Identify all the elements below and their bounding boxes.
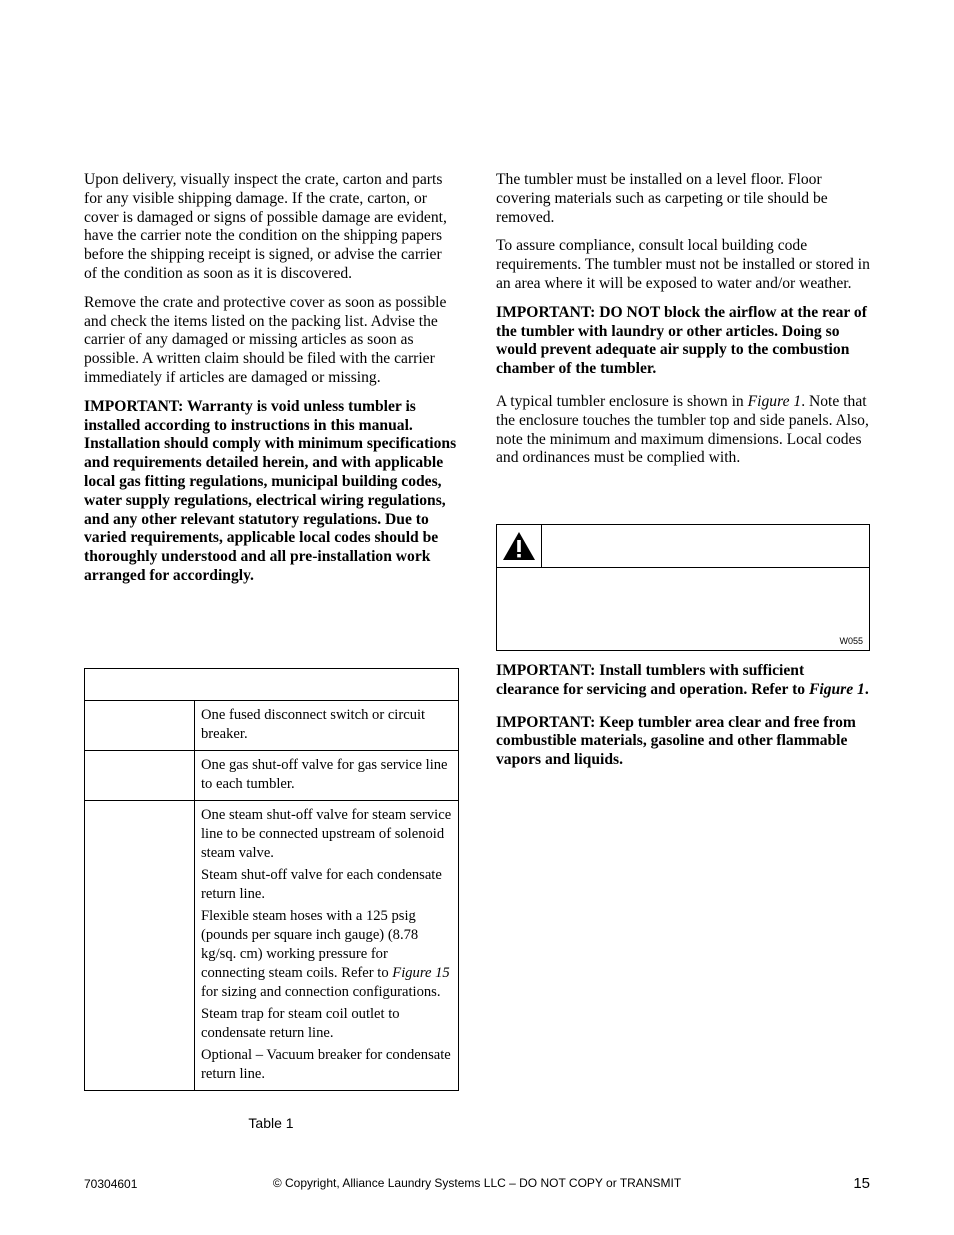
table-row [85, 801, 459, 1091]
steam-requirement-c [201, 907, 454, 1002]
steam-requirement-e: Optional – Vacuum breaker for condensate return line. [201, 1047, 451, 1082]
gas-requirement: One gas shut-off valve for gas service line to each tumbler. [201, 757, 448, 792]
clearance-text-end: . [864, 680, 869, 698]
remove-crate-paragraph: Remove the crate and protective cover as soon as possible and check the items listed on the packing list. Advise the carrier of any damaged or missing articles as soon as possible. A written claim should be filed with the carrier immediately if articles are damaged or missing. [84, 293, 447, 386]
table-row [85, 701, 459, 751]
table-value-cell [195, 701, 459, 751]
inspection-paragraph: Upon delivery, visually inspect the crate, carton and parts for any visible shipping damage. If the crate, carton, or cover is damaged or signs of possible damage are evident, have the carrier note the condition on the shipping papers before the shipping receipt is signed, or advise the carrier of the condition as soon as it is discovered. [84, 171, 447, 282]
enclosure-text-end: . Note that the enclosure touches the tumbler top and side panels. Also, note the minimum and maximum dimensions. Local codes and ordinances must be complied with. [496, 392, 869, 467]
table-caption: Table 1 [248, 1115, 294, 1131]
enclosure-paragraph [496, 393, 870, 468]
page-number: 15 [853, 1175, 870, 1192]
table-label-cell [85, 801, 195, 1091]
table-row [85, 751, 459, 801]
warranty-important-note: IMPORTANT: Warranty is void unless tumbler is installed according to instructions in this manual. Installation should comply with minimum specifications and requirements detailed herein, and with applicable local gas fitting regulations, municipal building codes, water supply regulations, electrical wiring regulations, and any other relevant statutory regulations. Due to varied requirements, applicable local codes should be thoroughly understood and all pre-installation work arranged for accordingly. [84, 397, 457, 584]
table-header-cell [85, 669, 459, 701]
steam-requirement-b: Steam shut-off valve for each condensate return line. [201, 867, 442, 902]
figure-1-reference: Figure 1 [808, 680, 865, 698]
warning-triangle-icon [502, 531, 536, 561]
airflow-important-note: IMPORTANT: DO NOT block the airflow at the rear of the tumbler with laundry or other articles. Doing so would prevent adequate air supply to the combustion chamber of the tumbler. [496, 303, 867, 378]
level-floor-paragraph: The tumbler must be installed on a level floor. Floor covering materials such as carpeting or tile should be removed. [496, 171, 828, 226]
warning-header [497, 525, 869, 568]
right-column-lower [496, 662, 870, 784]
document-number: 70304601 [84, 1177, 138, 1191]
compliance-paragraph: To assure compliance, consult local building code requirements. The tumbler must not be installed or stored in an area where it will be exposed to water and/or weather. [496, 237, 870, 292]
warning-code: W055 [839, 636, 863, 646]
warning-icon-cell [497, 525, 542, 567]
right-column [496, 171, 870, 478]
figure-1-reference: Figure 1 [747, 392, 802, 410]
electrical-requirement: One fused disconnect switch or circuit breaker. [201, 707, 426, 742]
copyright-notice: © Copyright, Alliance Laundry Systems LLC – DO NOT COPY or TRANSMIT [272, 1176, 682, 1190]
left-column [84, 171, 458, 600]
steam-requirement-c-text-end: for sizing and connection configurations. [201, 984, 441, 1000]
clearance-text: IMPORTANT: Install tumblers with sufficient clearance for servicing and operation. Refer to [496, 662, 809, 698]
requirements-table [84, 668, 459, 1091]
table-label-cell [85, 751, 195, 801]
table-header-row [85, 669, 459, 701]
steam-requirement-a: One steam shut-off valve for steam service line to be connected upstream of solenoid steam valve. [201, 807, 452, 861]
combustible-important-note: IMPORTANT: Keep tumbler area clear and free from combustible materials, gasoline and other flammable vapors and liquids. [496, 713, 856, 769]
table-value-cell [195, 751, 459, 801]
warning-box [496, 524, 870, 651]
clearance-important-note [496, 662, 870, 700]
steam-requirement-d: Steam trap for steam coil outlet to condensate return line. [201, 1006, 400, 1041]
table-label-cell [85, 701, 195, 751]
enclosure-text: A typical tumbler enclosure is shown in [496, 392, 748, 410]
figure-15-reference: Figure 15 [392, 965, 450, 981]
steam-requirement-c-text: Flexible steam hoses with a 125 psig (pounds per square inch gauge) (8.78 kg/sq. cm) working pressure for connecting steam coils. Refer to [201, 908, 419, 981]
table-value-cell [195, 801, 459, 1091]
